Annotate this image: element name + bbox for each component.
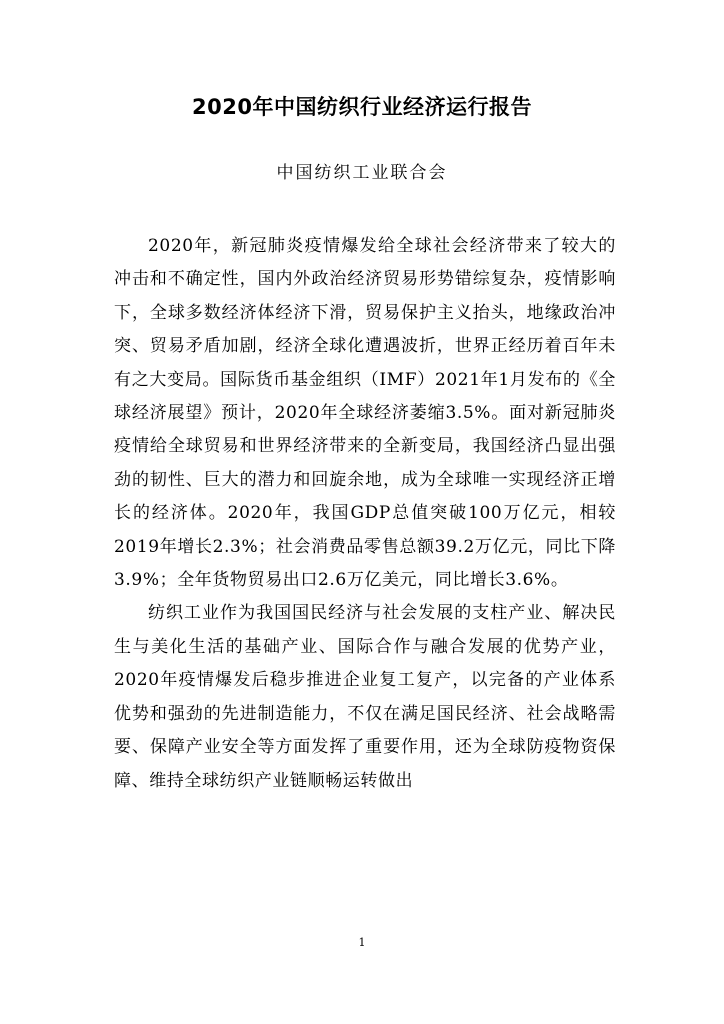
body-paragraph-1: 2020年，新冠肺炎疫情爆发给全球社会经济带来了较大的冲击和不确定性，国内外政治经济贸易形势错综复杂，疫情影响下，全球多数经济体经济下滑，贸易保护主义抬头，地缘政治冲突、贸易矛盾加剧，经济全球化遭遇波折，世界正经历着百年未有之大变局。国际货币基金组织（IMF）2021年1月发布的《全球经济展望》预计，2020年全球经济萎缩3.5%。面对新冠肺炎疫情给全球贸易和世界经济带来的全新变局，我国经济凸显出强劲的韧性、巨大的潜力和回旋余地，成为全球唯一实现经济正增长的经济体。2020年，我国GDP总值突破100万亿元，相较2019年增长2.3%；社会消费品零售总额39.2万亿元，同比下降3.9%；全年货物贸易出口2.6万亿美元，同比增长3.6%。 [114,236,616,591]
document-body [114,230,616,798]
body-paragraph-2: 纺织工业作为我国国民经济与社会发展的支柱产业、解决民生与美化生活的基础产业、国际合作与融合发展的优势产业，2020年疫情爆发后稳步推进企业复工复产，以完备的产业体系优势和强劲的先进制造能力，不仅在满足国民经济、社会战略需要、保障产业安全等方面发挥了重要作用，还为全球防疫物资保障、维持全球纺织产业链顺畅运转做出 [114,603,616,791]
document-author: 中国纺织工业联合会 [276,163,448,183]
page-number: 1 [358,936,366,949]
document-title: 2020年中国纺织行业经济运行报告 [192,95,532,119]
